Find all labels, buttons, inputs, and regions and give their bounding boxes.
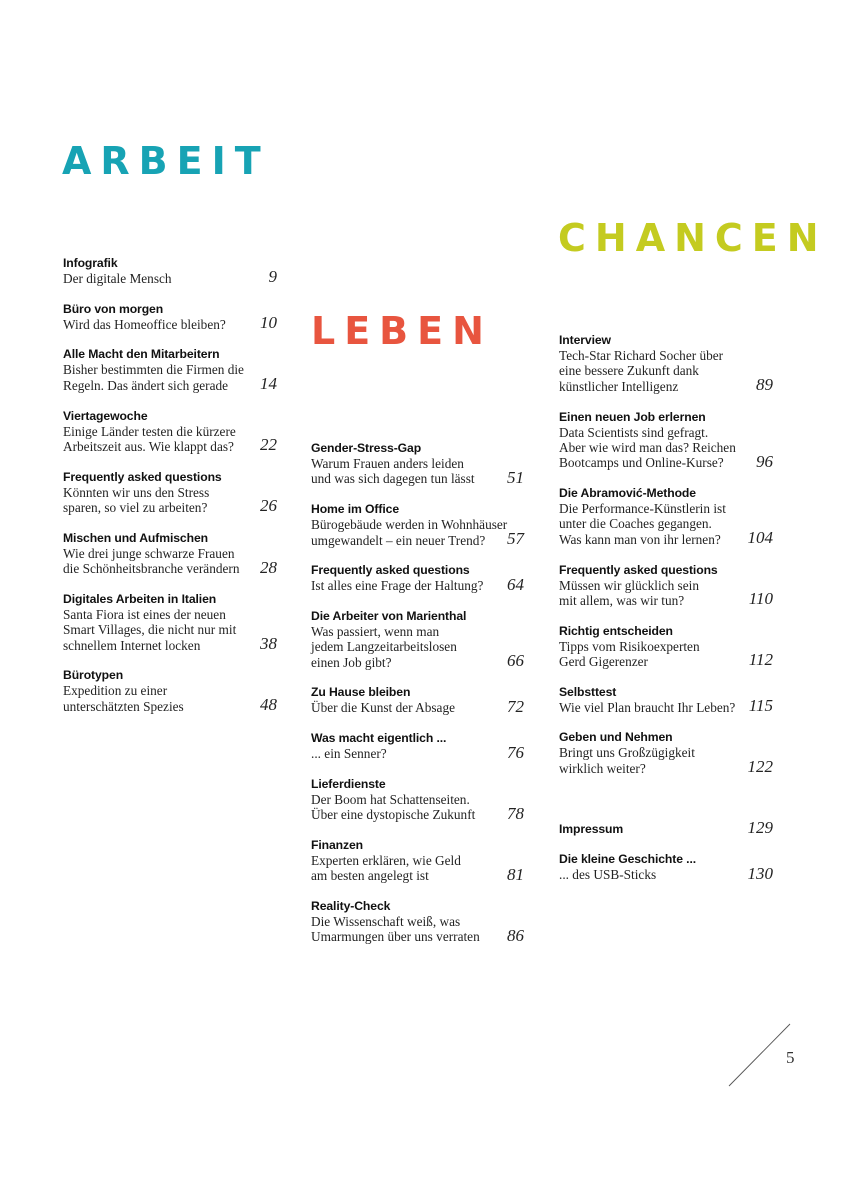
toc-entry — [311, 731, 524, 761]
toc-entry-description: Einige Länder testen die kürzere — [63, 423, 236, 439]
toc-entry-description: Warum Frauen anders leiden — [311, 456, 464, 471]
toc-entry-heading: Richtig entscheiden — [559, 623, 673, 638]
toc-entry-heading: Alle Macht den Mitarbeitern — [63, 347, 220, 362]
toc-entry-description: einen Job gibt? — [311, 654, 392, 670]
toc-entry — [63, 592, 277, 653]
toc-entry-heading: Lieferdienste — [311, 776, 386, 791]
toc-entry-page-number: 110 — [748, 589, 773, 609]
toc-entry-description: Aber wie wird man das? Reichen — [559, 439, 736, 455]
toc-entry — [311, 609, 524, 670]
toc-entry-page-number: 38 — [260, 634, 277, 654]
toc-column-chancen — [559, 333, 773, 883]
toc-entry-description: Expedition zu einer — [63, 683, 168, 699]
toc-entry-page-number: 115 — [748, 696, 773, 716]
toc-entry-page-number: 28 — [260, 557, 277, 577]
toc-entry-description: Regeln. Das ändert sich gerade — [63, 377, 229, 393]
toc-entry-description: Wie viel Plan braucht Ihr Leben? — [559, 699, 736, 715]
toc-entry — [311, 838, 524, 884]
toc-entry-description: Die Wissenschaft weiß, was — [311, 914, 461, 930]
toc-entry-description: eine bessere Zukunft dank — [559, 363, 699, 379]
toc-entry-heading: Selbsttest — [559, 684, 617, 699]
toc-entry-heading: Gender-Stress-Gap — [311, 441, 422, 455]
toc-entry-description: Über eine dystopische Zukunft — [311, 807, 476, 823]
toc-entry-description: am besten angelegt ist — [311, 868, 429, 884]
toc-entry-description: die Schönheitsbranche verändern — [63, 561, 240, 577]
toc-entry-description: Tech-Star Richard Socher über — [559, 348, 724, 363]
toc-entry — [63, 256, 277, 286]
section-title-leben: LEBEN — [311, 309, 493, 353]
toc-entry-description: umgewandelt – ein neuer Trend? — [311, 532, 486, 548]
toc-entry-description: Smart Villages, die nicht nur mit — [63, 622, 237, 638]
toc-entry-description: wirklich weiter? — [559, 760, 646, 776]
toc-entry-heading: Geben und Nehmen — [559, 730, 673, 745]
toc-entry-heading: Infografik — [63, 256, 118, 270]
toc-entry-heading: Mischen und Aufmischen — [63, 530, 208, 545]
toc-entry-description: Ist alles eine Frage der Haltung? — [311, 578, 484, 594]
toc-entry — [63, 347, 277, 393]
toc-entry — [559, 685, 773, 715]
toc-entry-description: Data Scientists sind gefragt. — [559, 424, 709, 440]
section-title-chancen: CHANCEN — [558, 216, 828, 260]
toc-entry-heading: Viertagewoche — [63, 408, 148, 423]
toc-entry-description: Bringt uns Großzügigkeit — [559, 745, 695, 761]
toc-entry-description: Bisher bestimmten die Firmen die — [63, 362, 244, 378]
toc-entry-description: jedem Langzeitarbeitslosen — [311, 639, 457, 655]
toc-entry-page-number: 130 — [747, 863, 773, 883]
toc-entry-page-number: 78 — [507, 803, 524, 823]
toc-entry-description: Die Performance-Künstlerin ist — [559, 501, 726, 517]
toc-entry-description: und was sich dagegen tun lässt — [311, 471, 475, 487]
toc-entry — [559, 486, 773, 547]
toc-entry-page-number: 81 — [507, 864, 524, 884]
toc-entry-description: Tipps vom Risikoexperten — [559, 638, 700, 654]
toc-entry-page-number: 129 — [747, 818, 773, 838]
toc-entry-description: Der digitale Mensch — [63, 271, 172, 286]
toc-entry-description: Experten erklären, wie Geld — [311, 852, 461, 868]
toc-entry-description: Was kann man von ihr lernen? — [559, 531, 721, 547]
toc-entry — [559, 852, 773, 882]
toc-entry-page-number: 9 — [268, 267, 277, 287]
toc-entry — [559, 563, 773, 609]
toc-entry-description: schnellem Internet locken — [63, 637, 201, 653]
toc-entry-description: Bootcamps und Online-Kurse? — [559, 455, 724, 471]
toc-entry — [559, 333, 773, 394]
toc-entry-page-number: 72 — [507, 696, 524, 716]
toc-entry — [63, 409, 277, 455]
toc-entry-description: Könnten wir uns den Stress — [63, 484, 210, 500]
toc-entry-heading: Interview — [559, 333, 611, 347]
toc-entry-heading: Büro von morgen — [63, 301, 164, 316]
toc-entry-description: künstlicher Intelligenz — [559, 378, 679, 394]
toc-entry — [311, 563, 524, 593]
toc-column-arbeit — [63, 256, 277, 714]
toc-entry — [63, 531, 277, 577]
toc-entry-heading: Reality-Check — [311, 899, 391, 914]
toc-entry-page-number: 26 — [260, 496, 277, 516]
toc-entry-page-number: 14 — [260, 374, 277, 394]
toc-entry-heading: Finanzen — [311, 837, 364, 852]
toc-entry-heading: Einen neuen Job erlernen — [559, 409, 706, 424]
toc-entry-description: Was passiert, wenn man — [311, 623, 440, 639]
toc-entry-description: Müssen wir glücklich sein — [559, 577, 699, 593]
toc-entry-heading: Frequently asked questions — [559, 562, 718, 577]
toc-entry-description: Bürogebäude werden in Wohnhäuser — [311, 517, 508, 533]
toc-entry — [63, 668, 277, 714]
toc-entry-page-number: 10 — [260, 313, 277, 333]
toc-entry-description: Umarmungen über uns verraten — [311, 929, 480, 945]
toc-entry-page-number: 86 — [507, 925, 524, 945]
page-corner-slash — [728, 1022, 792, 1088]
toc-entry-heading: Frequently asked questions — [311, 563, 470, 578]
toc-entry — [559, 624, 773, 670]
toc-entry-description: Wie drei junge schwarze Frauen — [63, 545, 235, 561]
toc-entry-description: mit allem, was wir tun? — [559, 592, 685, 608]
toc-entry-heading: Digitales Arbeiten in Italien — [63, 591, 217, 606]
toc-entry-page-number: 64 — [507, 574, 524, 594]
toc-entry-description: Arbeitszeit aus. Wie klappt das? — [63, 438, 234, 454]
toc-entry — [311, 777, 524, 823]
toc-entry-heading: Was macht eigentlich ... — [311, 731, 447, 746]
toc-entry-page-number: 76 — [507, 742, 524, 762]
toc-column-leben — [311, 441, 524, 945]
toc-entry-description: Wird das Homeoffice bleiben? — [63, 316, 226, 332]
toc-entry-page-number: 22 — [260, 435, 277, 455]
toc-entry-description: sparen, so viel zu arbeiten? — [63, 500, 208, 516]
toc-entry-description: Über die Kunst der Absage — [311, 700, 456, 716]
toc-entry — [63, 470, 277, 516]
toc-entry — [559, 730, 773, 776]
toc-entry — [559, 410, 773, 471]
toc-entry — [559, 818, 773, 838]
toc-entry-heading: Die Abramović-Methode — [559, 486, 696, 501]
toc-entry-heading: Impressum — [559, 822, 624, 837]
toc-entry-heading: Home im Office — [311, 502, 399, 517]
toc-entry — [311, 441, 524, 487]
toc-entry-description: Der Boom hat Schattenseiten. — [311, 791, 470, 807]
toc-entry-heading: Frequently asked questions — [63, 469, 222, 484]
toc-entry-page-number: 112 — [748, 650, 773, 670]
toc-entry — [311, 899, 524, 945]
toc-entry-page-number: 48 — [260, 695, 277, 715]
toc-entry — [311, 685, 524, 715]
page-number: 5 — [786, 1048, 795, 1067]
toc-entry-page-number: 104 — [747, 528, 773, 548]
toc-entry-description: Gerd Gigerenzer — [559, 654, 648, 670]
toc-entry-description: Santa Fiora ist eines der neuen — [63, 606, 226, 622]
toc-entry — [63, 302, 277, 332]
section-title-arbeit: ARBEIT — [62, 139, 270, 183]
toc-entry-page-number: 96 — [756, 451, 773, 471]
toc-entry-description: ... ein Senner? — [311, 746, 387, 762]
toc-entry — [311, 502, 524, 548]
toc-entry-page-number: 66 — [507, 651, 524, 671]
toc-entry-heading: Die Arbeiter von Marienthal — [311, 608, 467, 623]
toc-entry-heading: Zu Hause bleiben — [311, 685, 411, 700]
toc-entry-page-number: 57 — [507, 528, 524, 548]
toc-entry-description: ... des USB-Sticks — [559, 867, 657, 883]
toc-entry-page-number: 51 — [507, 467, 524, 487]
toc-entry-heading: Die kleine Geschichte ... — [559, 852, 697, 867]
toc-entry-description: unter die Coaches gegangen. — [559, 516, 712, 532]
toc-entry-heading: Bürotypen — [63, 668, 124, 683]
toc-entry-page-number: 122 — [747, 757, 773, 777]
toc-entry-page-number: 89 — [756, 375, 773, 395]
toc-entry-description: unterschätzten Spezies — [63, 698, 184, 714]
